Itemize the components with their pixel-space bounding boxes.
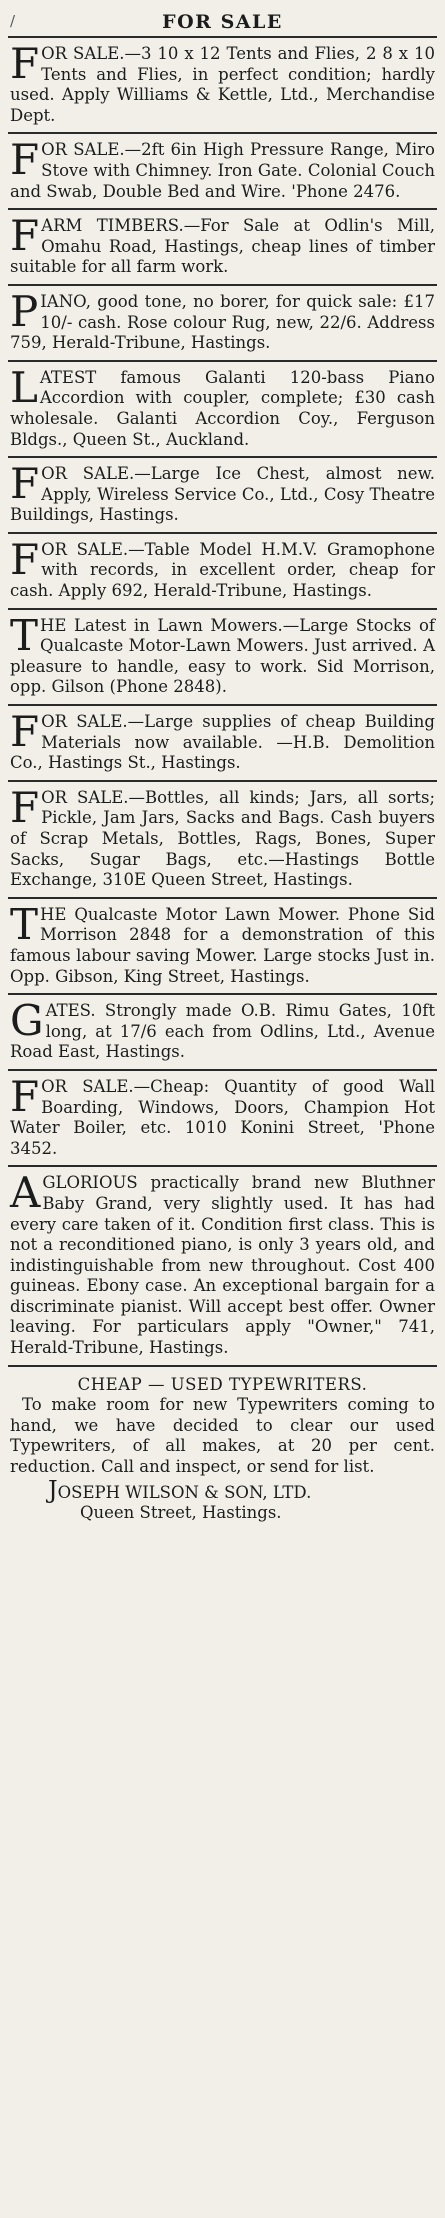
section-title: FOR SALE xyxy=(162,11,283,33)
typewriter-ad xyxy=(8,1367,437,1524)
drop-cap: F xyxy=(10,135,40,185)
classified-ad xyxy=(8,210,437,286)
ad-text: ARM TIMBERS.—For Sale at Odlin's Mill, Omahu Road, Hastings, cheap lines of timber suitable for all farm work. xyxy=(10,216,435,277)
ad-text: OR SALE.—3 10 x 12 Tents and Flies, 2 8 x 10 Tents and Flies, in perfect condition; hardly used. Apply Williams & Kettle, Ltd., Merchandise Dept. xyxy=(10,44,435,125)
drop-cap: F xyxy=(10,534,40,584)
drop-cap: F xyxy=(10,211,40,261)
ad-text: OR SALE.—Large Ice Chest, almost new. Apply, Wireless Service Co., Ltd., Cosy Theatre Buildings, Hastings. xyxy=(10,464,435,525)
firm-address: Queen Street, Hastings. xyxy=(80,1503,282,1523)
drop-cap: A xyxy=(10,1168,41,1218)
ad-text: ATES. Strongly made O.B. Rimu Gates, 10ft long, at 17/6 each from Odlins, Ltd., Avenue Road East, Hastings. xyxy=(10,1001,435,1062)
drop-cap: F xyxy=(10,782,40,832)
firm-name xyxy=(10,1475,435,1504)
ad-text: IANO, good tone, no borer, for quick sale: £17 10/- cash. Rose colour Rug, new, 22/6. Address 759, Herald-Tribune, Hastings. xyxy=(10,291,435,353)
section-header xyxy=(8,8,437,36)
drop-cap: F xyxy=(10,707,40,757)
drop-cap: P xyxy=(10,286,39,336)
classified-ad xyxy=(8,36,437,134)
typewriter-ad-text: To make room for new Typewriters coming to hand, we have decided to clear our used Typewriters, of all makes, at 20 per cent. reduction. Call and inspect, or send for list. xyxy=(10,1395,435,1477)
ad-text: OR SALE.—Bottles, all kinds; Jars, all sorts; Pickle, Jam Jars, Sacks and Bags. Cash buyers of Scrap Metals, Bottles, Rags, Bones, Super Sacks, Sugar Bags, etc.—Hastings Bottle Exchange, 310E Queen Street, Hastings. xyxy=(10,787,435,890)
typewriter-ad-heading: CHEAP — USED TYPEWRITERS. xyxy=(77,1374,368,1394)
ad-list xyxy=(8,36,437,1367)
drop-cap: G xyxy=(10,996,44,1046)
drop-cap: F xyxy=(10,39,40,88)
classified-ad xyxy=(8,610,437,706)
classified-ad xyxy=(8,1071,437,1167)
drop-cap: T xyxy=(10,610,39,660)
ad-text: OR SALE.—2ft 6in High Pressure Range, Miro Stove with Chimney. Iron Gate. Colonial Couch and Swab, Double Bed and Wire. 'Phone 2476. xyxy=(10,140,435,201)
classified-ad xyxy=(8,458,437,534)
ad-text: OR SALE.—Large supplies of cheap Building Materials now available. —H.B. Demolition Co., Hastings St., Hastings. xyxy=(10,712,435,773)
classified-ad xyxy=(8,782,437,899)
ad-text: HE Qualcaste Motor Lawn Mower. Phone Sid Morrison 2848 for a demonstration of this famous labour saving Mower. Large stocks Just in. Opp. Gibson, King Street, Hastings. xyxy=(10,904,435,986)
classified-ad xyxy=(8,1167,437,1366)
drop-cap: L xyxy=(10,362,38,412)
firm-name-rest: OSEPH WILSON & SON, LTD. xyxy=(57,1482,312,1502)
drop-cap: F xyxy=(10,459,40,509)
ad-text: HE Latest in Lawn Mowers.—Large Stocks of Qualcaste Motor-Lawn Mowers. Just arrived. A pleasure to handle, easy to work. Sid Morrison, opp. Gilson (Phone 2848). xyxy=(10,615,435,697)
classified-ad xyxy=(8,286,437,362)
classified-ad xyxy=(8,534,437,610)
ad-text: ATEST famous Galanti 120-bass Piano Accordion with coupler, complete; £30 cash wholesale. Galanti Accordion Coy., Ferguson Bldgs., Queen St., Auckland. xyxy=(10,367,435,449)
classified-ad xyxy=(8,706,437,782)
classified-ad xyxy=(8,899,437,995)
ad-text: GLORIOUS practically brand new Bluthner Baby Grand, very slightly used. It has had every care taken of it. Condition first class. This is not a reconditioned piano, is only 3 years old, and indistinguishable from new throughout. Cost 400 guineas. Ebony case. An exceptional bargain for a discriminate pianist. Will accept best offer. Owner leaving. For particulars apply "Owner," 741, Herald-Tribune, Hastings. xyxy=(10,1173,435,1358)
drop-cap: T xyxy=(10,899,39,949)
classified-ad xyxy=(8,134,437,210)
ad-text: OR SALE.—Cheap: Quantity of good Wall Boarding, Windows, Doors, Champion Hot Water Boiler, etc. 1010 Konini Street, 'Phone 3452. xyxy=(10,1076,435,1158)
ad-text: OR SALE.—Table Model H.M.V. Gramophone with records, in excellent order, cheap for cash. Apply 692, Herald-Tribune, Hastings. xyxy=(10,539,435,601)
classified-ad xyxy=(8,995,437,1071)
firm-name-initial: J xyxy=(48,1475,58,1504)
drop-cap: F xyxy=(10,1071,40,1121)
corner-mark: / xyxy=(10,12,16,30)
classified-ad xyxy=(8,362,437,458)
